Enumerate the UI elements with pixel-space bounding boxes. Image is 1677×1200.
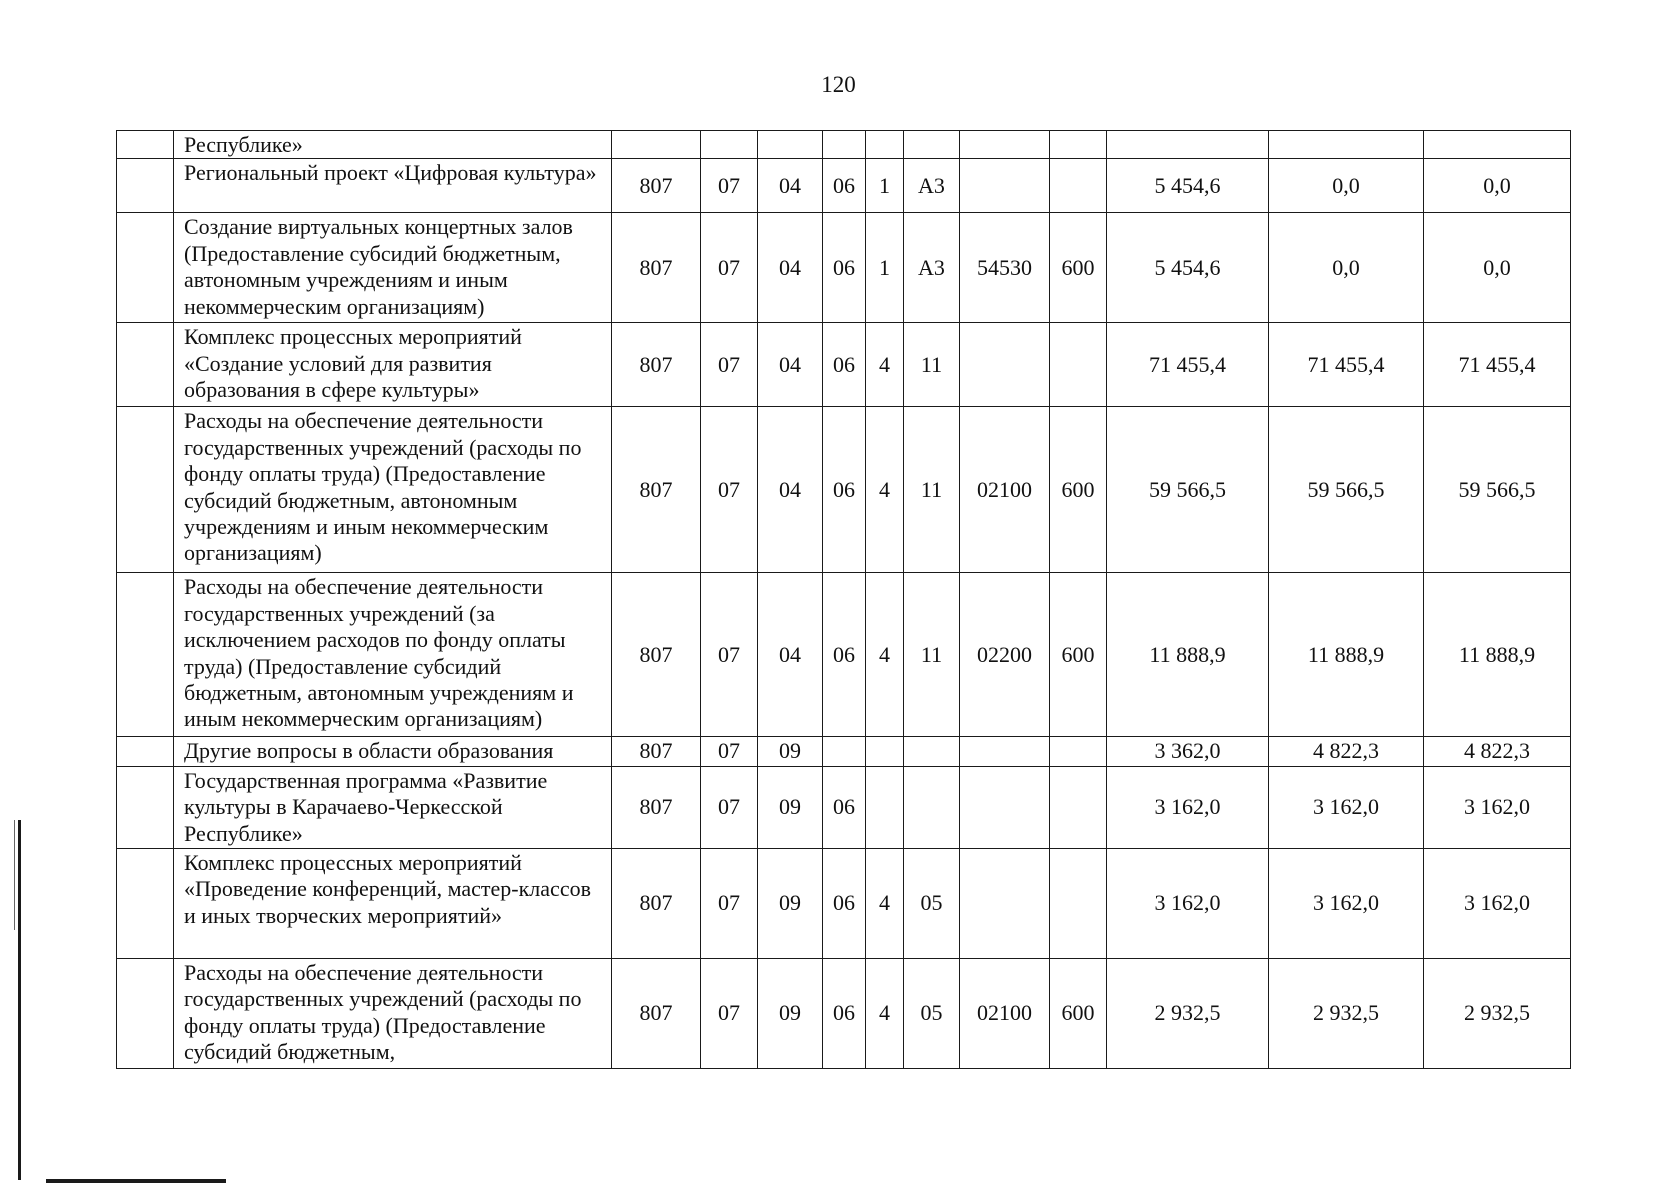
code-cell-c3: 09	[758, 766, 823, 848]
code-cell-c5: 1	[866, 159, 904, 213]
code-cell-c6	[904, 766, 960, 848]
code-cell-c2: 07	[701, 323, 758, 407]
code-cell-c5	[866, 131, 904, 159]
code-cell-c3: 09	[758, 848, 823, 958]
code-cell-c3: 04	[758, 407, 823, 573]
code-cell-c5: 4	[866, 323, 904, 407]
amount-cell-v2: 0,0	[1269, 159, 1424, 213]
code-cell-c4: 06	[823, 958, 866, 1068]
code-cell-c6: 05	[904, 848, 960, 958]
table-row	[117, 573, 1571, 737]
code-cell-c1: 807	[612, 766, 701, 848]
code-cell-c6	[904, 131, 960, 159]
code-cell-c4: 06	[823, 213, 866, 323]
code-cell-c4: 06	[823, 848, 866, 958]
code-cell-c2: 07	[701, 958, 758, 1068]
table-row	[117, 958, 1571, 1068]
code-cell-c7	[960, 737, 1050, 766]
code-cell-c8	[1050, 159, 1107, 213]
amount-cell-v2: 3 162,0	[1269, 848, 1424, 958]
code-cell-c1	[612, 131, 701, 159]
code-cell-c2: 07	[701, 213, 758, 323]
table-row	[117, 131, 1571, 159]
code-cell-c5: 4	[866, 573, 904, 737]
amount-cell-v1: 3 162,0	[1107, 766, 1269, 848]
row-name-cell: Комплекс процессных мероприятий «Создание условий для развития образования в сфере культуры»	[174, 323, 612, 407]
amount-cell-v1: 59 566,5	[1107, 407, 1269, 573]
code-cell-c7: 02100	[960, 407, 1050, 573]
amount-cell-v2: 11 888,9	[1269, 573, 1424, 737]
code-cell-c3: 04	[758, 159, 823, 213]
row-name-cell: Государственная программа «Развитие культуры в Карачаево-Черкесской Республике»	[174, 766, 612, 848]
amount-cell-v1: 11 888,9	[1107, 573, 1269, 737]
code-cell-c3: 09	[758, 958, 823, 1068]
page-number: 120	[821, 72, 856, 97]
amount-cell-v1: 5 454,6	[1107, 213, 1269, 323]
code-cell-c1: 807	[612, 323, 701, 407]
amount-cell-v3: 3 162,0	[1424, 766, 1571, 848]
amount-cell-v1: 2 932,5	[1107, 958, 1269, 1068]
row-name-cell: Создание виртуальных концертных залов (Предоставление субсидий бюджетным, автономным учреждениям и иным некоммерческим организациям)	[174, 213, 612, 323]
row-name-cell: Расходы на обеспечение деятельности государственных учреждений (расходы по фонду оплаты труда) (Предоставление субсидий бюджетным,	[174, 958, 612, 1068]
amount-cell-v3: 4 822,3	[1424, 737, 1571, 766]
code-cell-c2: 07	[701, 737, 758, 766]
code-cell-c6: 11	[904, 323, 960, 407]
code-cell-c1: 807	[612, 737, 701, 766]
code-cell-c6: А3	[904, 159, 960, 213]
code-cell-c1: 807	[612, 159, 701, 213]
amount-cell-v2: 71 455,4	[1269, 323, 1424, 407]
code-cell-c6	[904, 737, 960, 766]
margin-line-vertical	[18, 820, 21, 1180]
row-number-cell	[117, 213, 174, 323]
table-body	[117, 131, 1571, 1069]
code-cell-c7	[960, 848, 1050, 958]
table-row	[117, 323, 1571, 407]
amount-cell-v3: 71 455,4	[1424, 323, 1571, 407]
amount-cell-v3: 0,0	[1424, 159, 1571, 213]
margin-line-thin	[14, 820, 15, 930]
code-cell-c7: 02200	[960, 573, 1050, 737]
code-cell-c7	[960, 766, 1050, 848]
row-number-cell	[117, 323, 174, 407]
code-cell-c2	[701, 131, 758, 159]
code-cell-c8: 600	[1050, 407, 1107, 573]
amount-cell-v3: 59 566,5	[1424, 407, 1571, 573]
code-cell-c7: 02100	[960, 958, 1050, 1068]
code-cell-c6: 05	[904, 958, 960, 1068]
code-cell-c1: 807	[612, 958, 701, 1068]
row-name-cell: Региональный проект «Цифровая культура»	[174, 159, 612, 213]
code-cell-c4: 06	[823, 766, 866, 848]
amount-cell-v1	[1107, 131, 1269, 159]
amount-cell-v1: 71 455,4	[1107, 323, 1269, 407]
row-number-cell	[117, 131, 174, 159]
amount-cell-v3: 11 888,9	[1424, 573, 1571, 737]
row-number-cell	[117, 407, 174, 573]
row-number-cell	[117, 958, 174, 1068]
code-cell-c4: 06	[823, 573, 866, 737]
code-cell-c1: 807	[612, 848, 701, 958]
code-cell-c5: 4	[866, 848, 904, 958]
amount-cell-v3: 3 162,0	[1424, 848, 1571, 958]
code-cell-c5: 1	[866, 213, 904, 323]
code-cell-c1: 807	[612, 213, 701, 323]
code-cell-c5: 4	[866, 407, 904, 573]
row-number-cell	[117, 848, 174, 958]
budget-table	[116, 130, 1571, 1069]
code-cell-c2: 07	[701, 407, 758, 573]
code-cell-c3	[758, 131, 823, 159]
code-cell-c4: 06	[823, 159, 866, 213]
code-cell-c6: 11	[904, 407, 960, 573]
code-cell-c3: 04	[758, 213, 823, 323]
row-number-cell	[117, 159, 174, 213]
code-cell-c4: 06	[823, 407, 866, 573]
amount-cell-v2: 0,0	[1269, 213, 1424, 323]
code-cell-c4	[823, 131, 866, 159]
code-cell-c7	[960, 323, 1050, 407]
code-cell-c8	[1050, 131, 1107, 159]
code-cell-c4	[823, 737, 866, 766]
code-cell-c8	[1050, 848, 1107, 958]
code-cell-c3: 04	[758, 323, 823, 407]
amount-cell-v3: 2 932,5	[1424, 958, 1571, 1068]
code-cell-c6: 11	[904, 573, 960, 737]
code-cell-c8	[1050, 737, 1107, 766]
code-cell-c2: 07	[701, 573, 758, 737]
code-cell-c8	[1050, 323, 1107, 407]
row-name-cell: Другие вопросы в области образования	[174, 737, 612, 766]
margin-line-horizontal	[46, 1179, 226, 1183]
amount-cell-v3: 0,0	[1424, 213, 1571, 323]
row-name-cell: Республике»	[174, 131, 612, 159]
code-cell-c3: 04	[758, 573, 823, 737]
code-cell-c5	[866, 766, 904, 848]
code-cell-c2: 07	[701, 159, 758, 213]
amount-cell-v3	[1424, 131, 1571, 159]
table-row	[117, 737, 1571, 766]
amount-cell-v2	[1269, 131, 1424, 159]
table-row	[117, 213, 1571, 323]
table-row	[117, 848, 1571, 958]
code-cell-c2: 07	[701, 848, 758, 958]
row-number-cell	[117, 737, 174, 766]
code-cell-c2: 07	[701, 766, 758, 848]
code-cell-c7	[960, 159, 1050, 213]
code-cell-c7	[960, 131, 1050, 159]
code-cell-c4: 06	[823, 323, 866, 407]
amount-cell-v1: 3 162,0	[1107, 848, 1269, 958]
table-row	[117, 159, 1571, 213]
code-cell-c5: 4	[866, 958, 904, 1068]
amount-cell-v2: 4 822,3	[1269, 737, 1424, 766]
amount-cell-v1: 3 362,0	[1107, 737, 1269, 766]
row-name-cell: Расходы на обеспечение деятельности государственных учреждений (за исключением расходов по фонду оплаты труда) (Предоставление субсидий бюджетным, автономным учреждениям и иным некоммерческим организациям)	[174, 573, 612, 737]
table-row	[117, 766, 1571, 848]
table-row	[117, 407, 1571, 573]
row-name-cell: Комплекс процессных мероприятий «Проведение конференций, мастер-классов и иных творческих мероприятий»	[174, 848, 612, 958]
amount-cell-v2: 2 932,5	[1269, 958, 1424, 1068]
row-number-cell	[117, 573, 174, 737]
code-cell-c8: 600	[1050, 213, 1107, 323]
code-cell-c8: 600	[1050, 573, 1107, 737]
code-cell-c1: 807	[612, 407, 701, 573]
code-cell-c7: 54530	[960, 213, 1050, 323]
code-cell-c1: 807	[612, 573, 701, 737]
code-cell-c8: 600	[1050, 958, 1107, 1068]
row-name-cell: Расходы на обеспечение деятельности государственных учреждений (расходы по фонду оплаты труда) (Предоставление субсидий бюджетным, автономным учреждениям и иным некоммерческим организациям)	[174, 407, 612, 573]
amount-cell-v2: 3 162,0	[1269, 766, 1424, 848]
code-cell-c8	[1050, 766, 1107, 848]
row-number-cell	[117, 766, 174, 848]
amount-cell-v1: 5 454,6	[1107, 159, 1269, 213]
code-cell-c3: 09	[758, 737, 823, 766]
code-cell-c6: А3	[904, 213, 960, 323]
amount-cell-v2: 59 566,5	[1269, 407, 1424, 573]
code-cell-c5	[866, 737, 904, 766]
